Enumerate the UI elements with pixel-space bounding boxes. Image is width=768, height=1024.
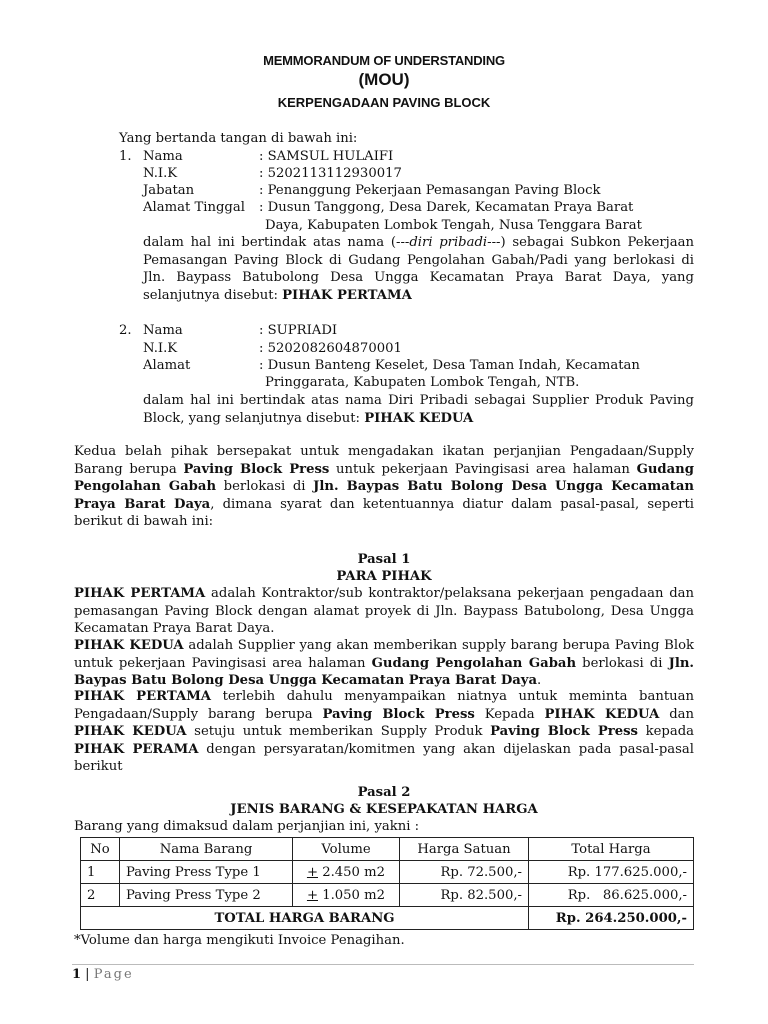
agreement-paragraph: Kedua belah pihak bersepakat untuk mengadakan ikatan perjanjian Pengadaan/Supply Barang berupa Paving Block Press untuk pekerjaan Pavingisasi area halaman Gudang Pengolahan Gabah berlokasi di Jln. Baypas Batu Bolong Desa Ungga Kecamatan Praya Barat Daya, dimana syarat dan ketentuannya diatur dalam pasal-pasal, seperti berikut di bawah ini: xyxy=(74,444,694,530)
column-header-total-harga: Total Harga xyxy=(529,838,694,861)
cell-no: 2 xyxy=(81,884,120,907)
cell-harga-satuan: Rp. 72.500,- xyxy=(400,861,529,884)
party2-alamat-line1: : Dusun Banteng Keselet, Desa Taman Indah, Kecamatan xyxy=(259,358,640,373)
title-mou: MEMMORANDUM OF UNDERSTANDING xyxy=(263,53,505,68)
party2-number: 2. xyxy=(119,323,132,338)
pasal1-paragraph-1: PIHAK PERTAMA adalah Kontraktor/sub kontraktor/pelaksana pekerjaan pengadaan dan pemasangan Paving Block dengan alamat proyek di Jln. Baypass Batubolong, Desa Ungga Kecamatan Praya Barat Daya. xyxy=(74,586,694,637)
table-row xyxy=(81,884,694,907)
table-header-row xyxy=(81,838,694,861)
table-row xyxy=(81,861,694,884)
column-header-no: No xyxy=(81,838,120,861)
party2-nik-label: N.I.K xyxy=(143,341,178,356)
pasal1-paragraph-3: PIHAK PERTAMA terlebih dahulu menyampaikan niatnya untuk meminta bantuan Pengadaan/Supply barang berupa Paving Block Press Kepada PIHAK KEDUA dan PIHAK KEDUA setuju untuk memberikan Supply Produk Paving Block Press kepada PIHAK PERAMA dengan persyaratan/komitmen yang akan dijelaskan pada pasal-pasal berikut xyxy=(74,689,695,775)
page-separator: | xyxy=(81,967,94,982)
footer-divider xyxy=(72,964,694,965)
party1-nama: : SAMSUL HULAIFI xyxy=(259,149,394,164)
party1-alamat-label: Alamat Tinggal xyxy=(143,200,245,215)
party1-alamat-line1: : Dusun Tanggong, Desa Darek, Kecamatan Praya Barat xyxy=(259,200,634,215)
party2-nama: : SUPRIADI xyxy=(259,323,338,338)
page-word: Page xyxy=(93,967,134,982)
intro-text: Yang bertanda tangan di bawah ini: xyxy=(119,131,358,146)
pasal1-paragraph-2: PIHAK KEDUA adalah Supplier yang akan memberikan supply barang berupa Paving Blok untuk pekerjaan Pavingisasi area halaman Gudang Pengolahan Gabah berlokasi di Jln. Baypas Batu Bolong Desa Ungga Kecamatan Praya Barat Daya. xyxy=(74,638,695,689)
table-total-row xyxy=(81,907,694,930)
party2-description: dalam hal ini bertindak atas nama Diri Pribadi sebagai Supplier Produk Paving Block, yang selanjutnya disebut: PIHAK KEDUA xyxy=(143,393,694,426)
party1-nik: : 5202113112930017 xyxy=(259,166,402,181)
party2-alamat-label: Alamat xyxy=(143,358,191,373)
pasal1-title: Pasal 1 xyxy=(357,552,411,567)
cell-nama-barang: Paving Press Type 2 xyxy=(120,884,293,907)
party2-alamat-line2: Pringgarata, Kabupaten Lombok Tengah, NTB. xyxy=(265,375,580,390)
party2-nama-label: Nama xyxy=(143,323,183,338)
pasal2-subtitle: JENIS BARANG & KESEPAKATAN HARGA xyxy=(230,802,538,817)
table-note: *Volume dan harga mengikuti Invoice Penagihan. xyxy=(74,933,405,948)
cell-harga-satuan: Rp. 82.500,- xyxy=(400,884,529,907)
column-header-nama-barang: Nama Barang xyxy=(120,838,293,861)
column-header-volume: Volume xyxy=(293,838,400,861)
cell-total-harga: Rp. 177.625.000,- xyxy=(529,861,694,884)
pasal2-intro: Barang yang dimaksud dalam perjanjian ini, yakni : xyxy=(74,819,420,834)
cell-no: 1 xyxy=(81,861,120,884)
party1-nama-label: Nama xyxy=(143,149,183,164)
pasal1-subtitle: PARA PIHAK xyxy=(336,569,432,584)
cell-volume: + 1.050 m2 xyxy=(293,884,400,907)
party1-description: dalam hal ini bertindak atas nama (---diri pribadi---) sebagai Subkon Pekerjaan Pemasangan Paving Block di Gudang Pengolahan Gabah/Padi yang berlokasi di Jln. Baypass Batubolong Desa Ungga Kecamatan Praya Barat Daya, yang selanjutnya disebut: PIHAK PERTAMA xyxy=(143,235,694,303)
page-footer xyxy=(72,967,134,982)
cell-volume: + 2.450 m2 xyxy=(293,861,400,884)
column-header-harga-satuan: Harga Satuan xyxy=(400,838,529,861)
items-table xyxy=(80,837,694,930)
title-subject: KERPENGADAAN PAVING BLOCK xyxy=(277,95,491,110)
title-mou-abbrev: (MOU) xyxy=(358,70,410,89)
total-label-cell: TOTAL HARGA BARANG xyxy=(81,907,529,930)
party2-nik: : 5202082604870001 xyxy=(259,341,402,356)
page-number: 1 xyxy=(72,967,82,982)
party1-alamat-line2: Daya, Kabupaten Lombok Tengah, Nusa Tenggara Barat xyxy=(265,218,642,233)
cell-total-harga: Rp. 86.625.000,- xyxy=(529,884,694,907)
party1-nik-label: N.I.K xyxy=(143,166,178,181)
cell-nama-barang: Paving Press Type 1 xyxy=(120,861,293,884)
pasal2-title: Pasal 2 xyxy=(357,785,411,800)
total-value-cell: Rp. 264.250.000,- xyxy=(529,907,694,930)
party1-number: 1. xyxy=(119,149,132,164)
party1-jabatan: : Penanggung Pekerjaan Pemasangan Paving Block xyxy=(259,183,601,198)
party1-jabatan-label: Jabatan xyxy=(143,183,195,198)
